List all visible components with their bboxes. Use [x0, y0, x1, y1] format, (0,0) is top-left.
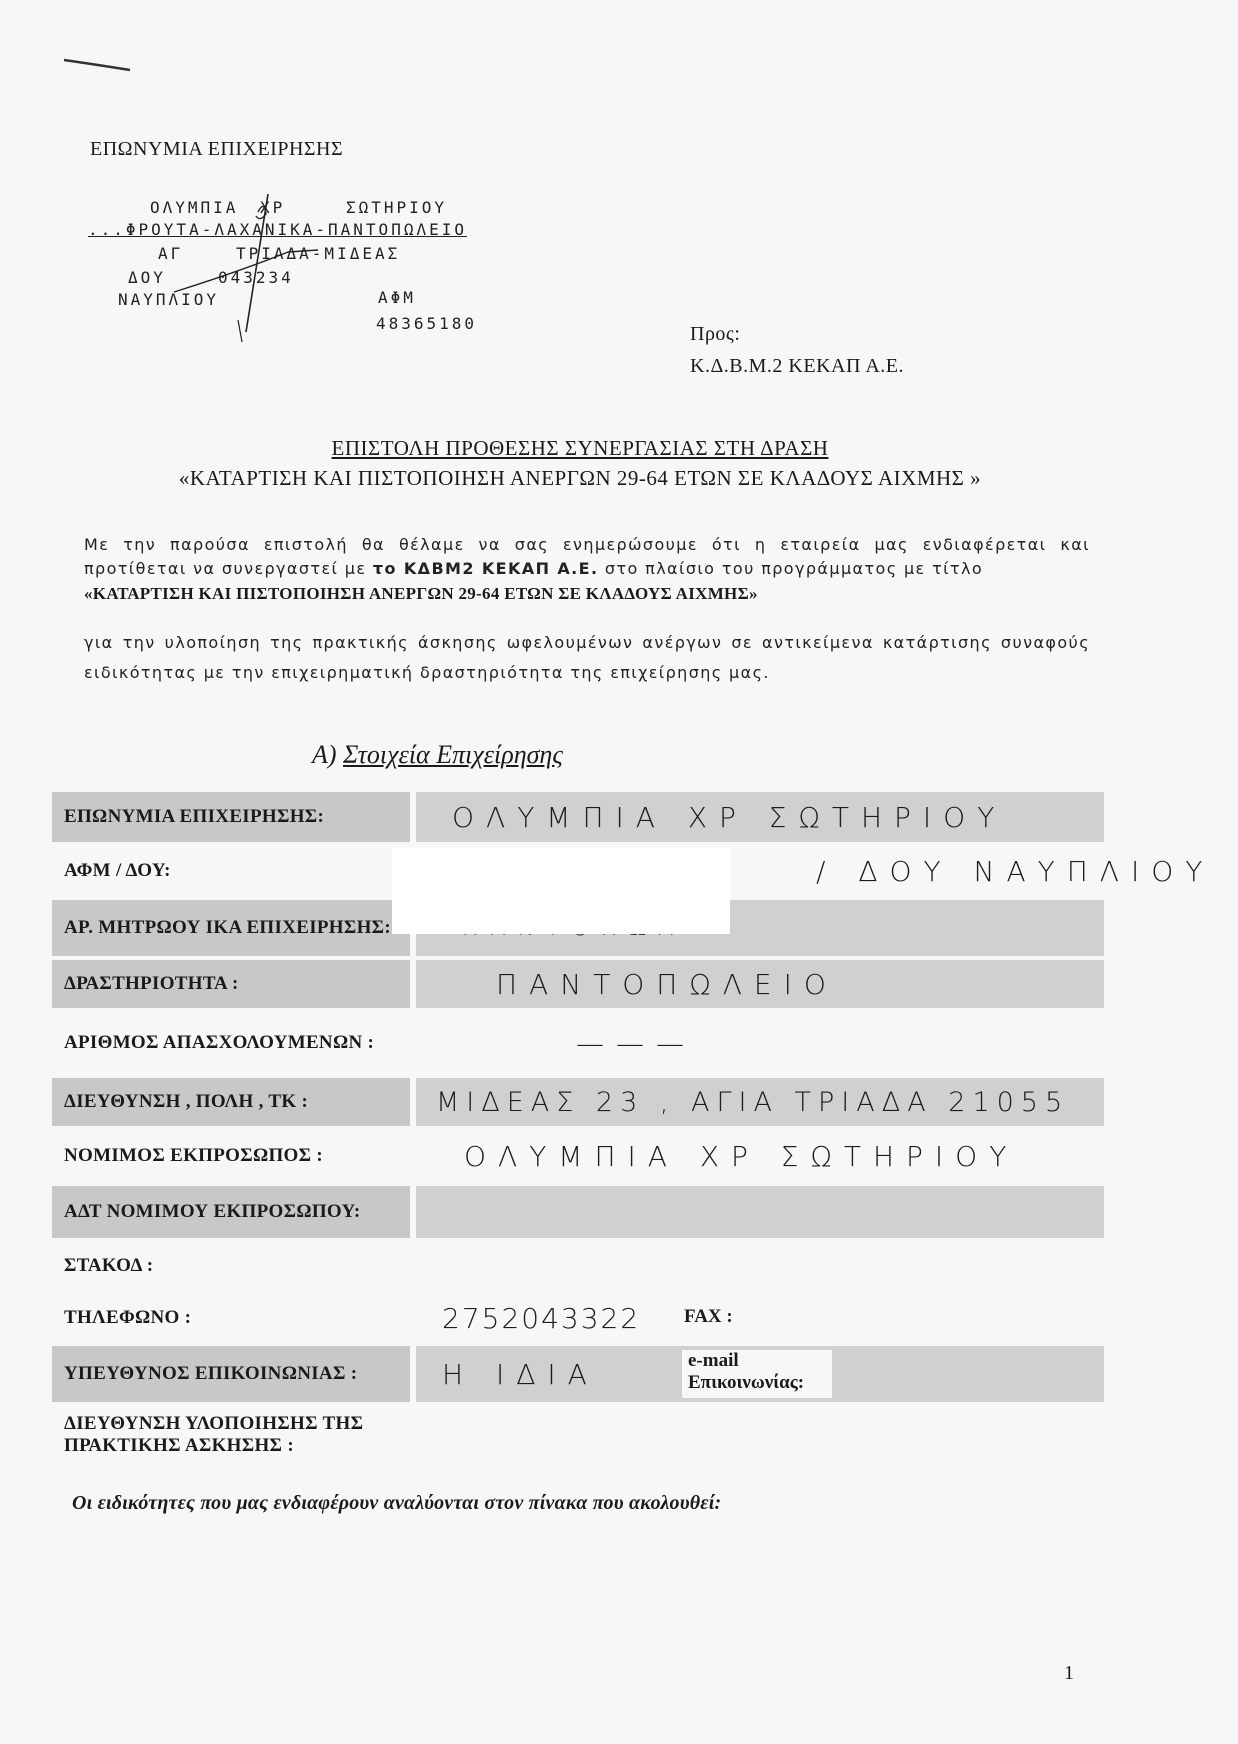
form-row-activity — [52, 960, 1104, 1008]
form-row-phone — [52, 1294, 1104, 1342]
legal-rep-field-label: ΝΟΜΙΜΟΣ ΕΚΠΡΟΣΩΠΟΣ : — [64, 1145, 324, 1166]
adt-field[interactable] — [416, 1186, 1104, 1238]
email-label-line-1: e-mail — [688, 1350, 739, 1371]
intro-text-b: στο πλαίσιο του προγράμματος με τίτλο — [598, 559, 984, 578]
subject-line-2: «ΚΑΤΑΡΤΙΣΗ ΚΑΙ ΠΙΣΤΟΠΟΙΗΣΗ ΑΝΕΡΓΩΝ 29-64 ΕΤΩΝ ΣΕ ΚΛΑΔΟΥΣ ΑΙΧΜΗΣ » — [178, 466, 982, 490]
fax-label: FAX : — [684, 1306, 733, 1327]
intro-text-bold: το ΚΔΒΜ2 ΚΕΚΑΠ Α.Ε. — [372, 559, 599, 578]
stamp-line-2: ...ΦΡΟΥΤΑ-ΛΑΧΑΝΙΚΑ-ΠΑΝΤΟΠΩΛΕΙΟ — [88, 220, 467, 239]
stamp-line-4b: 043234 — [218, 268, 294, 287]
employees-field-label: ΑΡΙΘΜΟΣ ΑΠΑΣΧΟΛΟΥΜΕΝΩΝ : — [64, 1032, 375, 1053]
intro-text-a: Με την παρούσα επιστολή θα θέλαμε να σας ενημερώσουμε ότι η εταιρεία μας ενδιαφέρεται και προτίθεται να συνεργαστεί με — [84, 535, 1090, 578]
stakod-field[interactable] — [416, 1242, 1104, 1290]
stamp-line-3b: ΤΡΙΑΔΑ-ΜΙΔΕΑΣ — [236, 244, 401, 263]
intro-paragraph-1 — [84, 533, 1090, 581]
company-stamp — [88, 192, 478, 342]
stamp-line-4: ΔΟΥ — [128, 268, 166, 287]
form-row-company-name — [52, 792, 1104, 842]
recipient-block — [690, 318, 904, 382]
activity-field-label: ΔΡΑΣΤΗΡΙΟΤΗΤΑ : — [52, 960, 410, 1008]
closing-sentence: Οι ειδικότητες που μας ενδιαφέρουν αναλύονται στον πίνακα που ακολουθεί: — [72, 1492, 722, 1514]
form-row-employees — [52, 1012, 1104, 1074]
email-label — [682, 1350, 832, 1398]
form-row-address — [52, 1078, 1104, 1126]
address-field-label: ΔΙΕΥΘΥΝΣΗ , ΠΟΛΗ , ΤΚ : — [52, 1078, 410, 1126]
stamp-line-1: ΟΛΥΜΠΙΑ — [150, 198, 239, 217]
email-label-line-2: Επικοινωνίας: — [688, 1372, 805, 1393]
legal-rep-value: ΟΛΥΜΠΙΑ ΧΡ ΣΩΤΗΡΙΟΥ — [464, 1139, 1019, 1173]
form-row-legal-rep — [52, 1130, 1104, 1182]
company-name-label: ΕΠΩΝΥΜΙΑ ΕΠΙΧΕΙΡΗΣΗΣ — [90, 138, 344, 160]
intro-paragraph-2: για την υλοποίηση της πρακτικής άσκησης ωφελουμένων ανέργων σε αντικείμενα κατάρτισης συναφούς ειδικότητας με την επιχειρηματική δραστηριότητα της επιχείρησης μας. — [84, 633, 1090, 682]
address-value: ΜΙΔΕΑΣ 23 , ΑΓΙΑ ΤΡΙΑΔΑ 21055 — [436, 1086, 1070, 1118]
activity-field[interactable] — [416, 960, 1104, 1008]
form-row-adt — [52, 1186, 1104, 1238]
form-row-impl-address — [52, 1406, 1104, 1464]
phone-field-label: ΤΗΛΕΦΩΝΟ : — [64, 1307, 192, 1328]
afm-field-label: ΑΦΜ / ΔΟΥ: — [64, 860, 171, 881]
company-name-field[interactable] — [416, 792, 1104, 842]
address-field[interactable] — [416, 1078, 1104, 1126]
section-title — [312, 740, 563, 770]
activity-value: ΠΑΝΤΟΠΩΛΕΙΟ — [496, 967, 838, 1001]
pen-mark — [62, 56, 134, 76]
form-row-stakod — [52, 1242, 1104, 1290]
phone-field[interactable] — [416, 1294, 1104, 1342]
stakod-field-label: ΣΤΑΚΟΔ : — [64, 1255, 154, 1276]
ika-field-label: ΑΡ. ΜΗΤΡΩΟΥ ΙΚΑ ΕΠΙΧΕΙΡΗΣΗΣ: — [52, 900, 410, 956]
stamp-line-3: ΑΓ — [158, 244, 184, 263]
impl-address-field-label: ΔΙΕΥΘΥΝΣΗ ΥΛΟΠΟΙΗΣΗΣ ΤΗΣ ΠΡΑΚΤΙΚΗΣ ΑΣΚΗΣΗΣ : — [64, 1413, 364, 1456]
employees-value: ——— — [576, 1026, 696, 1060]
recipient-line-2: Κ.Δ.Β.Μ.2 ΚΕΚΑΠ Α.Ε. — [690, 355, 904, 377]
contact-field-label: ΥΠΕΥΘΥΝΟΣ ΕΠΙΚΟΙΝΩΝΙΑΣ : — [52, 1346, 410, 1402]
employees-field[interactable] — [416, 1012, 1104, 1074]
stamp-line-1c: ΧΡ — [260, 198, 286, 217]
subject-line-1: ΕΠΙΣΤΟΛΗ ΠΡΟΘΕΣΗΣ ΣΥΝΕΡΓΑΣΙΑΣ ΣΤΗ ΔΡΑΣΗ — [331, 436, 829, 460]
adt-field-label: ΑΔΤ ΝΟΜΙΜΟΥ ΕΚΠΡΟΣΩΠΟΥ: — [52, 1186, 410, 1238]
legal-rep-field[interactable] — [416, 1130, 1104, 1182]
stamp-line-5b: 48365180 — [376, 314, 478, 333]
redaction-box — [392, 848, 730, 934]
stamp-line-4c: ΑΦΜ — [378, 288, 416, 307]
stamp-line-5: ΝΑΥΠΛΙΟΥ — [118, 290, 220, 309]
company-name-field-label: ΕΠΩΝΥΜΙΑ ΕΠΙΧΕΙΡΗΣΗΣ: — [52, 792, 410, 842]
form-row-contact — [52, 1346, 1104, 1402]
impl-address-field[interactable] — [416, 1406, 1104, 1464]
company-name-value: ΟΛΥΜΠΙΑ ΧΡ ΣΩΤΗΡΙΟΥ — [452, 800, 1007, 834]
afm-value: / ΔΟΥ ΝΑΥΠΛΙΟΥ — [816, 854, 1215, 888]
contact-value: Η ΙΔΙΑ — [442, 1357, 599, 1391]
stamp-line-1b: ΣΩΤΗΡΙΟΥ — [346, 198, 448, 217]
page-number: 1 — [1064, 1662, 1074, 1684]
section-prefix: Α) — [312, 740, 344, 769]
section-title-text: Στοιχεία Επιχείρησης — [343, 740, 563, 769]
recipient-line-1: Προς: — [690, 323, 741, 345]
phone-value: 2752043322 — [442, 1301, 641, 1335]
program-title: «ΚΑΤΑΡΤΙΣΗ ΚΑΙ ΠΙΣΤΟΠΟΙΗΣΗ ΑΝΕΡΓΩΝ 29-64 ΕΤΩΝ ΣΕ ΚΛΑΔΟΥΣ ΑΙΧΜΗΣ» — [84, 584, 758, 603]
